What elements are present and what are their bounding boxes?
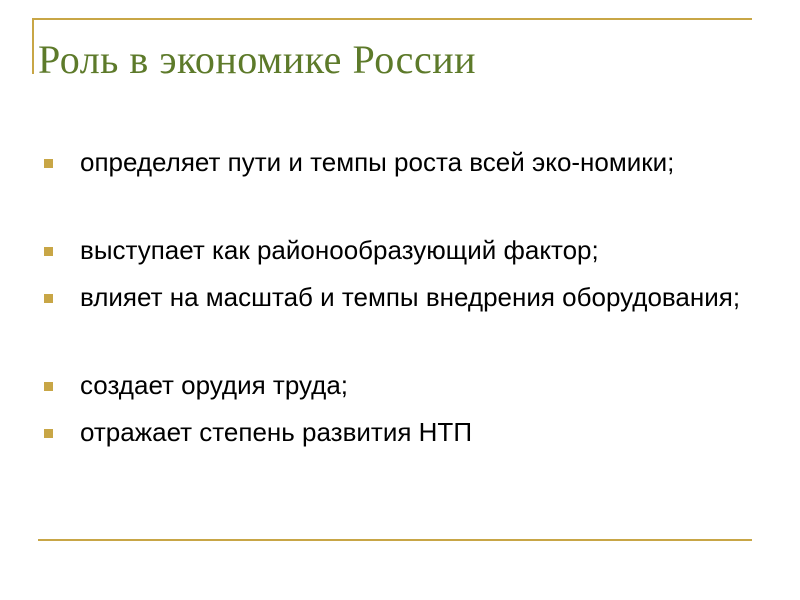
bottom-divider-line <box>38 539 752 541</box>
bullet-text: отражает степень развития НТП <box>80 417 473 447</box>
square-bullet-icon <box>44 429 53 438</box>
square-bullet-icon <box>44 294 53 303</box>
slide-title: Роль в экономике России <box>38 37 477 82</box>
bullet-text: влияет на масштаб и темпы внедрения оборудования; <box>80 282 741 312</box>
square-bullet-icon <box>44 382 53 391</box>
bullet-text: создает орудия труда; <box>80 370 348 400</box>
square-bullet-icon <box>44 159 53 168</box>
bullet-text: выступает как районообразующий фактор; <box>80 235 599 265</box>
square-bullet-icon <box>44 247 53 256</box>
bullet-text: определяет пути и темпы роста всей эко-номики; <box>80 147 675 177</box>
